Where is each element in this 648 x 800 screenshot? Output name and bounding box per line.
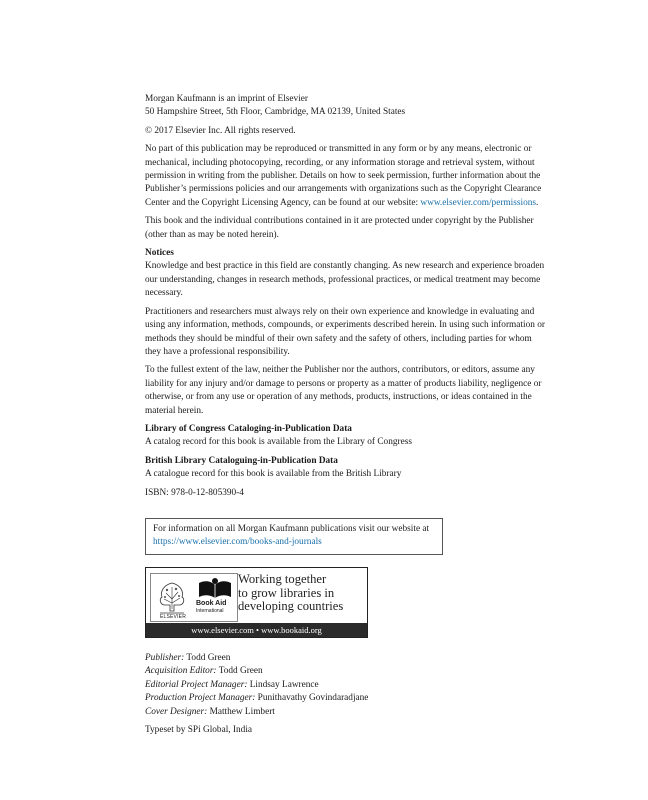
banner-url-strip: www.elsevier.com • www.bookaid.org	[146, 623, 367, 637]
infobox-text: For information on all Morgan Kaufmann publications visit our website at	[153, 524, 430, 534]
credit-row	[145, 706, 549, 719]
publications-info-box	[145, 518, 443, 555]
typeset-line: Typeset by SPi Global, India	[145, 725, 253, 735]
book-aid-icon	[197, 577, 233, 599]
imprint-line: Morgan Kaufmann is an imprint of Elsevier	[145, 94, 309, 104]
books-journals-link[interactable]: https://www.elsevier.com/books-and-journals	[153, 537, 322, 548]
credit-row	[145, 652, 549, 665]
copyright-notice: © 2017 Elsevier Inc. All rights reserved.	[145, 125, 296, 136]
elsevier-label: ELSEVIER	[159, 614, 187, 620]
loc-heading: Library of Congress Cataloging-in-Publication Data	[145, 423, 352, 434]
permissions-end: .	[535, 197, 539, 208]
isbn: ISBN: 978-0-12-805390-4	[145, 487, 244, 498]
bl-text: A catalogue record for this book is available from the British Library	[145, 469, 402, 480]
book-aid-banner	[145, 567, 368, 638]
loc-text: A catalog record for this book is available from the Library of Congress	[145, 437, 412, 448]
banner-logos	[150, 573, 238, 622]
credit-role: Production Project Manager:	[145, 693, 256, 704]
credit-name: Todd Green	[218, 666, 263, 677]
notices-paragraph-2: Practitioners and researchers must always rely on their own experience and knowledge in evaluating and using any information, methods, compounds, or experiments described herein. In using such information or methods they should be mindful of their own safety and the safety of others, including parties for whom they have a professional responsibility.	[145, 306, 545, 357]
slogan-line-1: Working together	[238, 572, 327, 586]
credit-row	[145, 692, 549, 705]
credit-name: Matthew Limbert	[209, 706, 275, 717]
publisher-address: 50 Hampshire Street, 5th Floor, Cambridge, MA 02139, United States	[145, 107, 406, 118]
credit-role: Editorial Project Manager:	[145, 679, 248, 690]
book-aid-sublabel: International	[196, 608, 224, 614]
permissions-text: No part of this publication may be reproduced or transmitted in any form or by any means, electronic or mechanical, including photocopying, recording, or any information storage and retrieval system, without permission in writing from the publisher. Details on how to seek permission, further information about the Publisher’s permissions policies and our arrangements with organizations such as the Copyright Clearance Center and the Copyright Licensing Agency, can be found at our website:	[145, 144, 542, 208]
slogan-line-2: to grow libraries in	[238, 585, 335, 600]
notices-paragraph-1: Knowledge and best practice in this field are constantly changing. As new research and experience broaden our understanding, changes in research methods, professional practices, or medical treatment may become necessary.	[145, 261, 545, 299]
credit-role: Acquisition Editor:	[145, 666, 217, 677]
credit-row	[145, 679, 549, 692]
permissions-paragraph	[145, 143, 549, 210]
credit-role: Publisher:	[145, 653, 185, 663]
permissions-link[interactable]: www.elsevier.com/permissions	[420, 197, 536, 208]
copyright-page	[145, 93, 549, 505]
credit-row	[145, 665, 549, 678]
slogan-line-3: developing countries	[238, 599, 344, 614]
credit-name: Lindsay Lawrence	[249, 679, 319, 690]
notices-heading: Notices	[145, 248, 174, 259]
banner-slogan	[238, 573, 366, 614]
credit-name: Todd Green	[186, 653, 231, 663]
protection-paragraph: This book and the individual contributions contained in it are protected under copyright by the Publisher (other than as may be noted herein).	[145, 216, 534, 240]
credit-name: Punithavathy Govindaradjane	[257, 693, 369, 704]
elsevier-tree-icon	[154, 577, 190, 617]
production-credits	[145, 652, 549, 719]
bl-heading: British Library Cataloguing-in-Publication Data	[145, 455, 338, 466]
credit-role: Cover Designer:	[145, 706, 208, 717]
notices-paragraph-3: To the fullest extent of the law, neither the Publisher nor the authors, contributors, or editors, assume any liability for any injury and/or damage to persons or property as a matter of products liability, negligence or otherwise, or from any use or operation of any methods, products, instructions, or ideas contained in the material herein.	[145, 365, 542, 416]
book-aid-label: Book Aid	[196, 600, 227, 607]
